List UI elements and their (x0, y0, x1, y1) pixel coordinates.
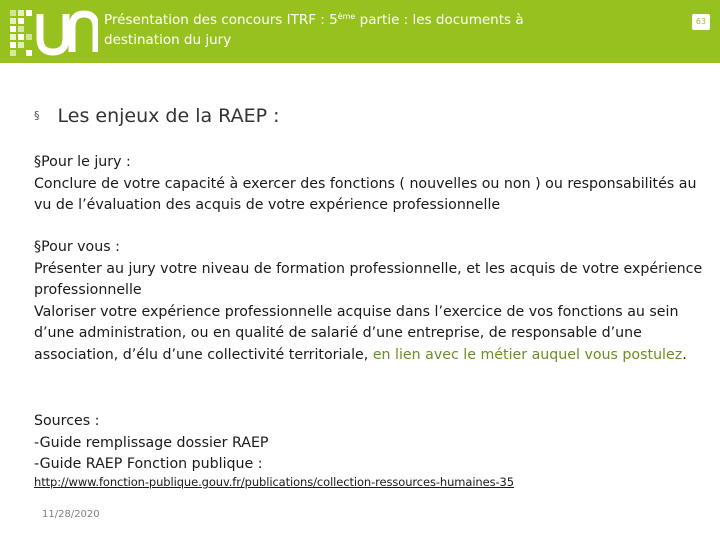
candidate-block (34, 237, 706, 367)
sources-heading: Sources : (34, 413, 100, 429)
candidate-line-1: Présenter au jury votre niveau de formation professionnelle, et les acquis de votre expérience professionnelle (34, 260, 703, 299)
footer-date: 11/28/2020 (42, 509, 100, 520)
source-link[interactable]: http://www.fonction-publique.gouv.fr/publications/collection-ressources-humaines-35 (34, 475, 514, 489)
jury-block (34, 152, 706, 217)
source-item-1: -Guide remplissage dossier RAEP (34, 434, 269, 451)
jury-text: Conclure de votre capacité à exercer des fonctions ( nouvelles ou non ) ou responsabilités au vu de l’évaluation des acquis de votre expérience professionnelle (34, 175, 697, 214)
section-heading-text: Les enjeux de la RAEP : (57, 105, 280, 127)
university-logo-icon (8, 6, 98, 58)
bullet-icon: § (34, 109, 40, 122)
sources-block (34, 411, 706, 476)
jury-heading: §Pour le jury : (34, 154, 131, 170)
slide-title: Présentation des concours ITRF : 5ème partie : les documents à destination du jury (104, 12, 524, 48)
header-bar (0, 0, 720, 63)
slide-number: 63 (692, 14, 710, 30)
section-heading (34, 103, 280, 129)
candidate-heading: §Pour vous : (34, 239, 120, 255)
source-item-2: -Guide RAEP Fonction publique : (34, 456, 263, 473)
highlight-text: en lien avec le métier auquel vous postulez (372, 346, 683, 363)
candidate-line-2: Valoriser votre expérience professionnelle acquise dans l’exercice de vos fonctions au sein d’une administration, ou en qualité de salarié d’une entreprise, de responsable d’une association, d’élu d’une collectivité territoriale, en lien avec le métier auquel vous postulez. (34, 303, 687, 363)
